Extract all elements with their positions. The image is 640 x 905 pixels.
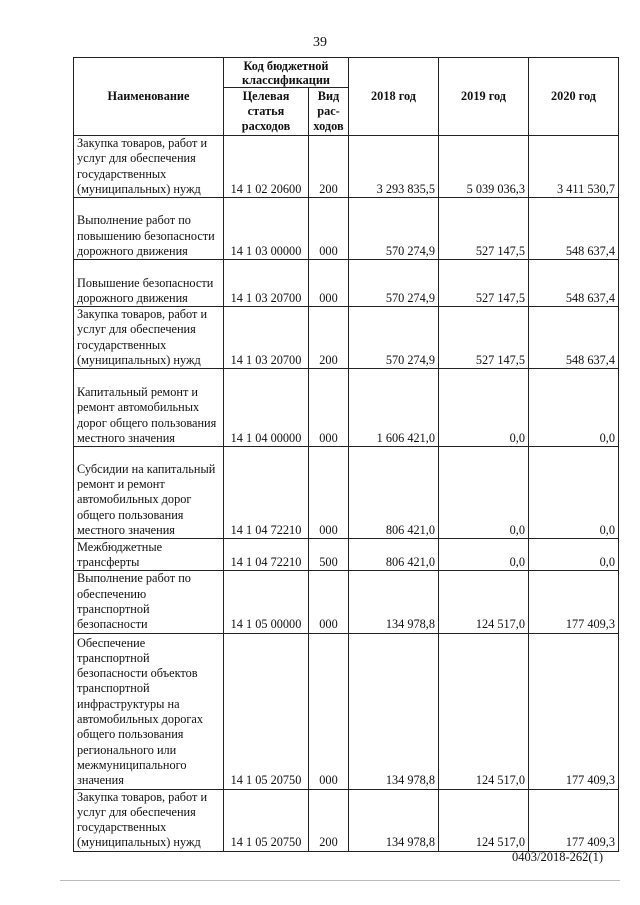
header-name: Наименование xyxy=(74,58,224,136)
table-row xyxy=(74,198,619,260)
table-cell-target-article: 14 1 04 72210 xyxy=(224,447,309,539)
table-cell-expense-type: 500 xyxy=(309,539,349,571)
table-cell-2018: 1 606 421,0 xyxy=(349,369,439,447)
table-row xyxy=(74,307,619,369)
header-year-2019: 2019 год xyxy=(439,58,529,136)
table-cell-expense-type: 200 xyxy=(309,136,349,198)
table-cell-target-article: 14 1 02 20600 xyxy=(224,136,309,198)
table-cell-expense-type: 000 xyxy=(309,198,349,260)
table-row xyxy=(74,260,619,307)
table-cell-2018: 134 978,8 xyxy=(349,789,439,851)
table-cell-2019: 124 517,0 xyxy=(439,789,529,851)
table-cell-2020: 548 637,4 xyxy=(529,198,619,260)
table-cell-2020: 0,0 xyxy=(529,539,619,571)
table-cell-2019: 0,0 xyxy=(439,539,529,571)
table-cell-name: Капитальный ремонт и ремонт автомобильных дорог общего пользования местного значения xyxy=(74,369,224,447)
table-cell-2020: 177 409,3 xyxy=(529,789,619,851)
table-cell-2019: 5 039 036,3 xyxy=(439,136,529,198)
table-cell-expense-type: 000 xyxy=(309,447,349,539)
table-cell-name: Повышение безопасности дорожного движения xyxy=(74,260,224,307)
table-cell-target-article: 14 1 03 20700 xyxy=(224,307,309,369)
table-cell-2020: 548 637,4 xyxy=(529,260,619,307)
page-number: 39 xyxy=(313,35,327,50)
budget-table xyxy=(73,57,619,852)
table-cell-2018: 570 274,9 xyxy=(349,307,439,369)
header-expense-type: Вид рас-ходов xyxy=(309,88,349,136)
table-row xyxy=(74,136,619,198)
table-cell-expense-type: 200 xyxy=(309,307,349,369)
table-cell-2018: 3 293 835,5 xyxy=(349,136,439,198)
table-cell-name: Выполнение работ по обеспечению транспортной безопасности xyxy=(74,571,224,633)
table-cell-expense-type: 000 xyxy=(309,633,349,789)
table-cell-2019: 0,0 xyxy=(439,447,529,539)
table-cell-2018: 134 978,8 xyxy=(349,571,439,633)
document-number: 0403/2018-262(1) xyxy=(512,850,603,864)
table-cell-name: Обеспечение транспортной безопасности объектов транспортной инфраструктуры на автомобильных дорогах общего пользования регионального или межмуниципального значения xyxy=(74,633,224,789)
header-kbk-group: Код бюджетной классификации xyxy=(224,58,349,88)
table-row xyxy=(74,447,619,539)
header-target-article: Целевая статья расходов xyxy=(224,88,309,136)
table-cell-2019: 124 517,0 xyxy=(439,571,529,633)
table-cell-target-article: 14 1 05 20750 xyxy=(224,789,309,851)
table-cell-2019: 527 147,5 xyxy=(439,198,529,260)
table-row xyxy=(74,571,619,633)
table-cell-expense-type: 000 xyxy=(309,369,349,447)
table-cell-name: Межбюджетные трансферты xyxy=(74,539,224,571)
table-cell-expense-type: 200 xyxy=(309,789,349,851)
header-year-2018: 2018 год xyxy=(349,58,439,136)
table-cell-name: Закупка товаров, работ и услуг для обеспечения государственных (муниципальных) нужд xyxy=(74,136,224,198)
table-cell-2020: 177 409,3 xyxy=(529,571,619,633)
table-cell-name: Субсидии на капитальный ремонт и ремонт автомобильных дорог общего пользования местного значения xyxy=(74,447,224,539)
table-cell-2020: 177 409,3 xyxy=(529,633,619,789)
table-cell-2019: 0,0 xyxy=(439,369,529,447)
table-cell-target-article: 14 1 04 72210 xyxy=(224,539,309,571)
table-cell-2020: 0,0 xyxy=(529,369,619,447)
table-row xyxy=(74,539,619,571)
table-cell-2019: 527 147,5 xyxy=(439,307,529,369)
table-row xyxy=(74,789,619,851)
table-cell-2020: 0,0 xyxy=(529,447,619,539)
table-cell-2018: 134 978,8 xyxy=(349,633,439,789)
table-row xyxy=(74,369,619,447)
table-cell-target-article: 14 1 03 00000 xyxy=(224,198,309,260)
table-cell-2018: 806 421,0 xyxy=(349,447,439,539)
table-cell-expense-type: 000 xyxy=(309,571,349,633)
table-cell-target-article: 14 1 05 00000 xyxy=(224,571,309,633)
table-cell-2019: 124 517,0 xyxy=(439,633,529,789)
table-cell-2018: 806 421,0 xyxy=(349,539,439,571)
table-cell-name: Выполнение работ по повышению безопасности дорожного движения xyxy=(74,198,224,260)
table-cell-2019: 527 147,5 xyxy=(439,260,529,307)
table-cell-expense-type: 000 xyxy=(309,260,349,307)
table-cell-2018: 570 274,9 xyxy=(349,198,439,260)
header-year-2020: 2020 год xyxy=(529,58,619,136)
table-cell-target-article: 14 1 03 20700 xyxy=(224,260,309,307)
table-row xyxy=(74,633,619,789)
footer-divider xyxy=(60,880,620,881)
table-cell-target-article: 14 1 04 00000 xyxy=(224,369,309,447)
table-body xyxy=(74,136,619,852)
table-cell-name: Закупка товаров, работ и услуг для обеспечения государственных (муниципальных) нужд xyxy=(74,307,224,369)
table-cell-2020: 548 637,4 xyxy=(529,307,619,369)
table-cell-2018: 570 274,9 xyxy=(349,260,439,307)
table-cell-target-article: 14 1 05 20750 xyxy=(224,633,309,789)
table-cell-2020: 3 411 530,7 xyxy=(529,136,619,198)
table-cell-name: Закупка товаров, работ и услуг для обеспечения государственных (муниципальных) нужд xyxy=(74,789,224,851)
